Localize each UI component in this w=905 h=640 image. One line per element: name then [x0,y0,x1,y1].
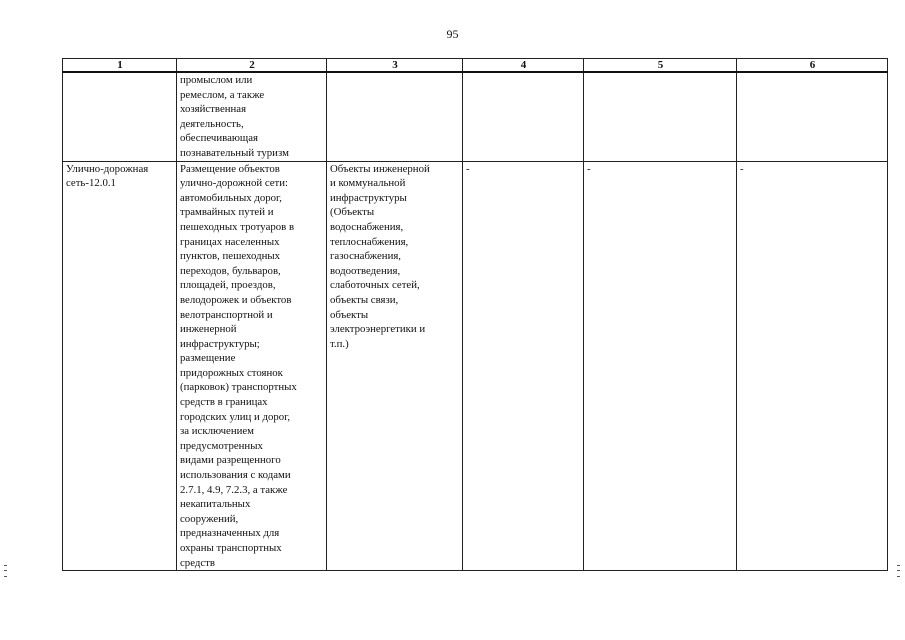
header-col-5: 5 [584,59,737,73]
text-line: придорожных стоянок [180,366,283,379]
text-line: за исключением [180,425,255,438]
text-line: (Объекты [330,206,375,219]
text-line: и коммунальной [330,177,406,190]
text-line: площадей, проездов, [180,279,276,292]
text-line: теплоснабжения, [330,235,409,248]
page-number: 95 [446,27,459,41]
text-line: ремеслом, а также [180,88,265,101]
text-line: объекты [330,308,369,321]
text-line: городских улиц и дорог, [180,410,291,423]
text-line: видами разрещенного [180,454,281,467]
text-line: пунктов, пешеходных [180,250,281,263]
text-line: пешеходных тротуаров в [180,220,295,233]
text-line: границах населенных [180,235,280,248]
table-row [63,72,888,161]
text-line: обеспечивающая [180,132,258,145]
text-line: инфраструктуры [330,191,407,204]
text-line: инженерной [180,323,237,336]
row1-col3 [327,72,463,161]
text-line: Размещение объектов [180,162,280,175]
text-line: инфраструктуры; [180,337,260,350]
text-line: некапитальных [180,498,251,511]
text-line: велотранспортной и [180,308,273,321]
text-line: размещение [180,352,236,365]
header-row [63,59,888,73]
text-line: 2.7.1, 4.9, 7.2.3, а также [180,483,288,496]
text-line: переходов, бульваров, [180,264,281,277]
row1-col2 [177,72,327,161]
row1-col5 [584,72,737,161]
text-line: деятельность, [180,117,244,130]
text-line: водоотведения, [330,264,401,277]
text-line: автомобильных дорог, [180,191,282,204]
header-col-1: 1 [63,59,177,73]
text-line: велодорожек и объектов [180,293,292,306]
text-line: трамвайных путей и [180,206,274,219]
text-line: Объекты инженерной [330,162,430,175]
text-line: предусмотренных [180,439,263,452]
row2-col2 [177,161,327,571]
text-line: улично-дорожной сети: [180,177,289,190]
text-line: хозяйственная [180,103,247,116]
text-line: промыслом или [180,74,253,86]
text-line: Улично-дорожная [66,162,149,175]
row1-col6 [737,72,888,161]
right-margin-mark [897,565,900,577]
text-line: водоснабжения, [330,220,404,233]
text-line: электроэнергетики и [330,323,426,336]
text-line: объекты связи, [330,293,399,306]
text-line: газоснабжения, [330,250,402,263]
header-col-3: 3 [327,59,463,73]
table-row [63,161,888,571]
text-line: средств в границах [180,396,268,409]
row2-col1 [63,161,177,571]
header-col-4: 4 [463,59,584,73]
text-line: познавательный туризм [180,146,289,159]
header-col-2: 2 [177,59,327,73]
row2-col4: - [463,161,584,571]
row2-col5: - [584,161,737,571]
text-line: сеть-12.0.1 [66,177,116,190]
text-line: сооружений, [180,512,239,525]
text-line: т.п.) [330,337,349,350]
row2-col3 [327,161,463,571]
header-col-6: 6 [737,59,888,73]
text-line: средств [180,556,215,569]
land-use-table [62,58,888,571]
row1-col4 [463,72,584,161]
row2-col6: - [737,161,888,571]
text-line: слаботочных сетей, [330,279,420,292]
text-line: охраны транспортных [180,542,282,554]
text-line: (парковок) транспортных [180,381,297,394]
left-margin-mark [4,565,7,577]
row1-col1 [63,72,177,161]
text-line: использования с кодами [180,469,291,482]
text-line: предназначенных для [180,527,280,540]
